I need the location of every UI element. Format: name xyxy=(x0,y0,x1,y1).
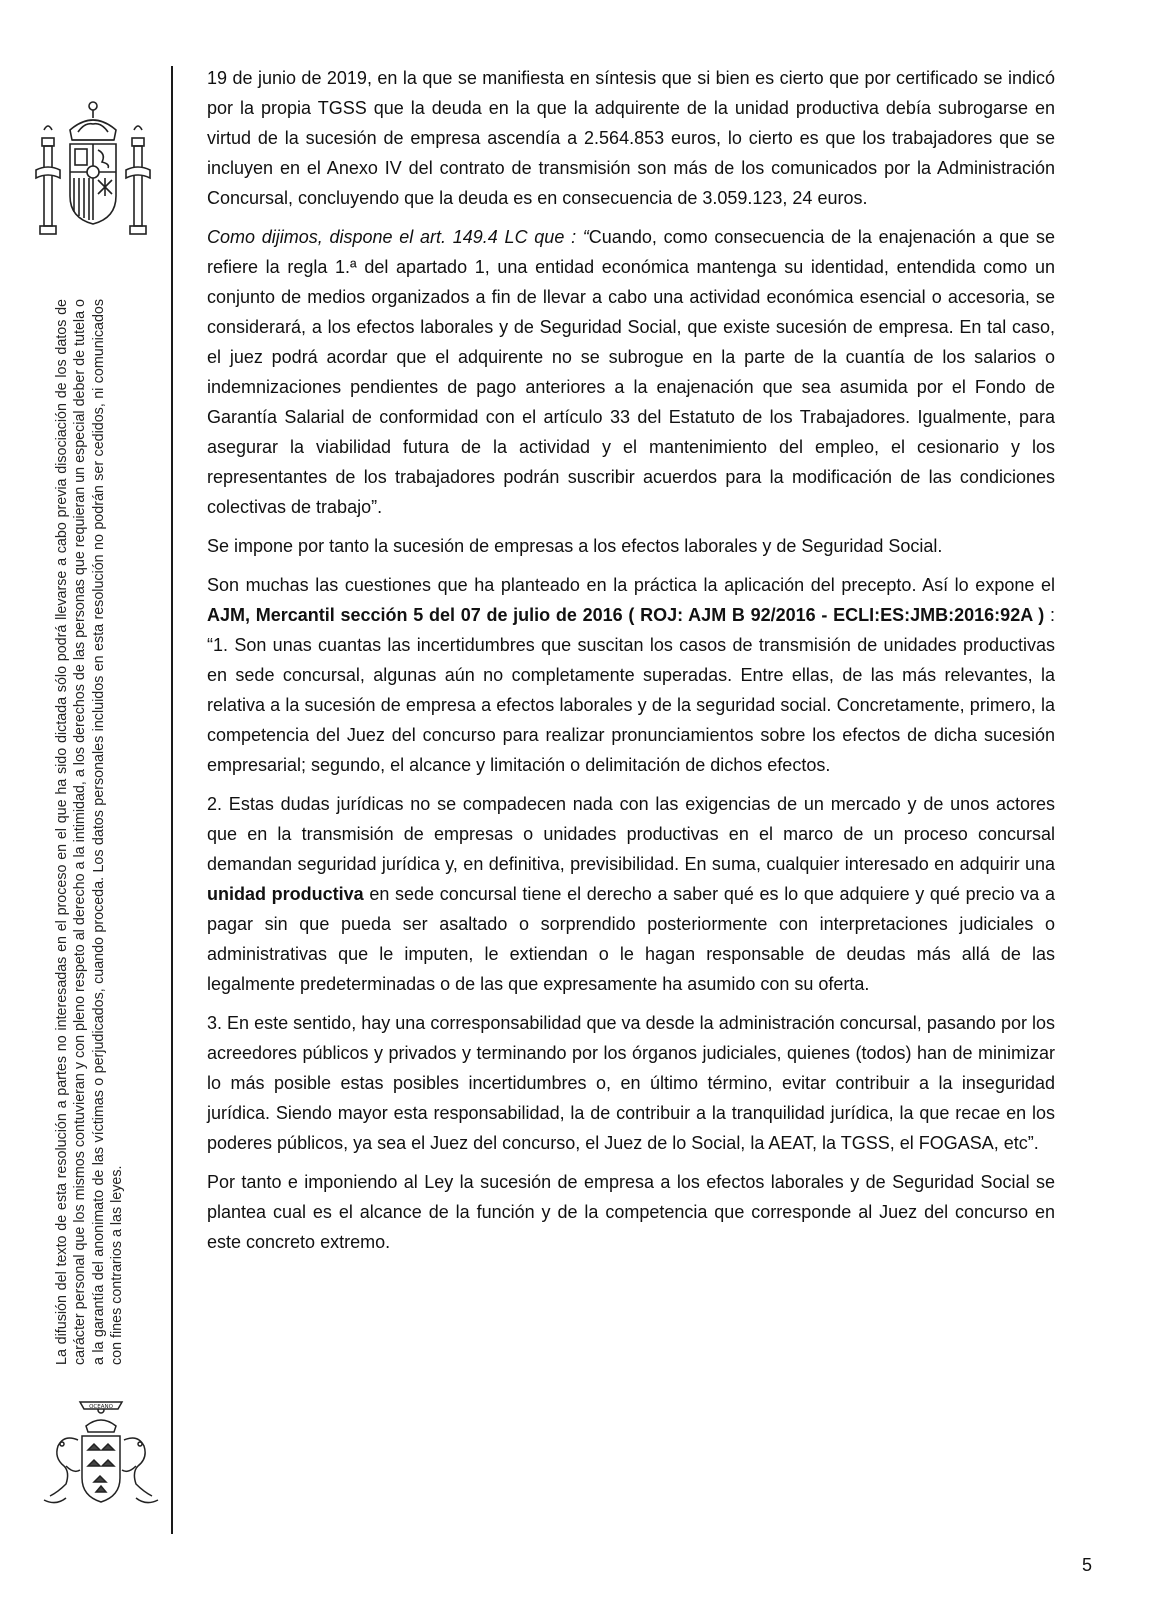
paragraph-2-quote: Cuando, como consecuencia de la enajenación a que se refiere la regla 1.ª del apartado 1, una entidad económica mantenga su identidad, entendida como un conjunto de medios organizados a fin de llevar a cabo una actividad económica esencial o accesoria, se considerará, a los efectos laborales y de Seguridad Social, que existe sucesión de empresa. En tal caso, el juez podrá acordar que el adquirente no se subrogue en la parte de la cuantía de los salarios o indemnizaciones pendientes de pago anteriores a la enajenación que sea asumida por el Fondo de Garantía Salarial de conformidad con el artículo 33 del Estatuto de los Trabajadores. Igualmente, para asegurar la viabilidad futura de la actividad y el mantenimiento del empleo, el cesionario y los representantes de los trabajadores podrán suscribir acuerdos para la modificación de las condiciones colectivas de trabajo”. xyxy=(207,227,1055,517)
paragraph-2-intro: Como dijimos, dispone el art. 149.4 LC que : “ xyxy=(207,227,589,247)
canary-islands-coat-of-arms-emblem xyxy=(36,1400,166,1510)
paragraph-4-start: Son muchas las cuestiones que ha planteado en la práctica la aplicación del precepto. Así lo expone el xyxy=(207,575,1055,595)
document-body xyxy=(207,63,1055,1266)
paragraph-5-start: 2. Estas dudas jurídicas no se compadecen nada con las exigencias de un mercado y de unos actores que en la transmisión de empresas o unidades productivas en el marco de un proceso concursal demandan seguridad jurídica y, en definitiva, previsibilidad. En suma, cualquier interesado en adquirir una xyxy=(207,794,1055,874)
emblem-banner-text: OCEANO xyxy=(89,1404,113,1410)
paragraph-6: 3. En este sentido, hay una corresponsabilidad que va desde la administración concursal, pasando por los acreedores públicos y privados y terminando por los órganos judiciales, quienes (todos) han de minimizar lo más posible estas posibles incertidumbres o, en último término, evitar contribuir a la inseguridad jurídica. Siendo mayor esta responsabilidad, la de contribuir a la tranquilidad jurídica, la que recae en los poderes públicos, ya sea el Juez del concurso, el Juez de lo Social, la AEAT, la TGSS, el FOGASA, etc”. xyxy=(207,1013,1055,1153)
paragraph-2 xyxy=(207,222,1055,522)
paragraph-4-citation: AJM, Mercantil sección 5 del 07 de julio de 2016 ( ROJ: AJM B 92/2016 - ECLI:ES:JMB:2016:92A ) xyxy=(207,605,1045,625)
paragraph-4 xyxy=(207,570,1055,780)
margin-rule-divider xyxy=(171,66,173,1534)
paragraph-5-rest: en sede concursal tiene el derecho a saber qué es lo que adquiere y qué precio va a pagar sin que pueda ser asaltado o sorprendido posteriormente con interpretaciones judiciales o administrativas que le imputen, le extiendan o le hagan responsable de deudas más allá de las legalmente predeterminadas o de las que expresamente ha asumido con su oferta. xyxy=(207,884,1055,994)
spain-coat-of-arms-emblem xyxy=(30,92,156,242)
page-number: 5 xyxy=(1081,1555,1092,1575)
paragraph-5-bold: unidad productiva xyxy=(207,884,364,904)
data-protection-notice: La difusión del texto de esta resolución a partes no interesadas en el proceso en el que ha sido dictada sólo podrá llevarse a cabo previa disociación de los datos de carácter personal que los mismos contuvieran y con pleno respeto al derecho a la intimidad, a los derechos de las personas que requieran un especial deber de tutela o a la garantía del anonimato de las víctimas o perjudicados, cuando proceda. Los datos personales incluidos en esta resolución no podrán ser cedidos, ni comunicados con fines contrarios a las leyes. xyxy=(54,299,126,1365)
paragraph-1: 19 de junio de 2019, en la que se manifiesta en síntesis que si bien es cierto que por certificado se indicó por la propia TGSS que la deuda en la que la adquirente de la unidad productiva debía subrogarse en virtud de la sucesión de empresa ascendía a 2.564.853 euros, lo cierto es que los trabajadores que se incluyen en el Anexo IV del contrato de transmisión son más de los comunicados por la Administración Concursal, concluyendo que la deuda es en consecuencia de 3.059.123, 24 euros. xyxy=(207,68,1055,208)
paragraph-4-rest: : “1. Son unas cuantas las incertidumbres que suscitan los casos de transmisión de unidades productivas en sede concursal, algunas aún no completamente superadas. Entre ellas, de las más relevantes, la relativa a la sucesión de empresa a efectos laborales y de la seguridad social. Concretamente, primero, la competencia del Juez del concurso para realizar pronunciamientos sobre los efectos de dicha sucesión empresarial; segundo, el alcance y limitación o delimitación de dichos efectos. xyxy=(207,605,1055,775)
paragraph-5 xyxy=(207,789,1055,999)
paragraph-7: Por tanto e imponiendo al Ley la sucesión de empresa a los efectos laborales y de Seguridad Social se plantea cual es el alcance de la función y de la competencia que corresponde al Juez del concurso en este concreto extremo. xyxy=(207,1172,1055,1252)
paragraph-3: Se impone por tanto la sucesión de empresas a los efectos laborales y de Seguridad Social. xyxy=(207,536,943,556)
